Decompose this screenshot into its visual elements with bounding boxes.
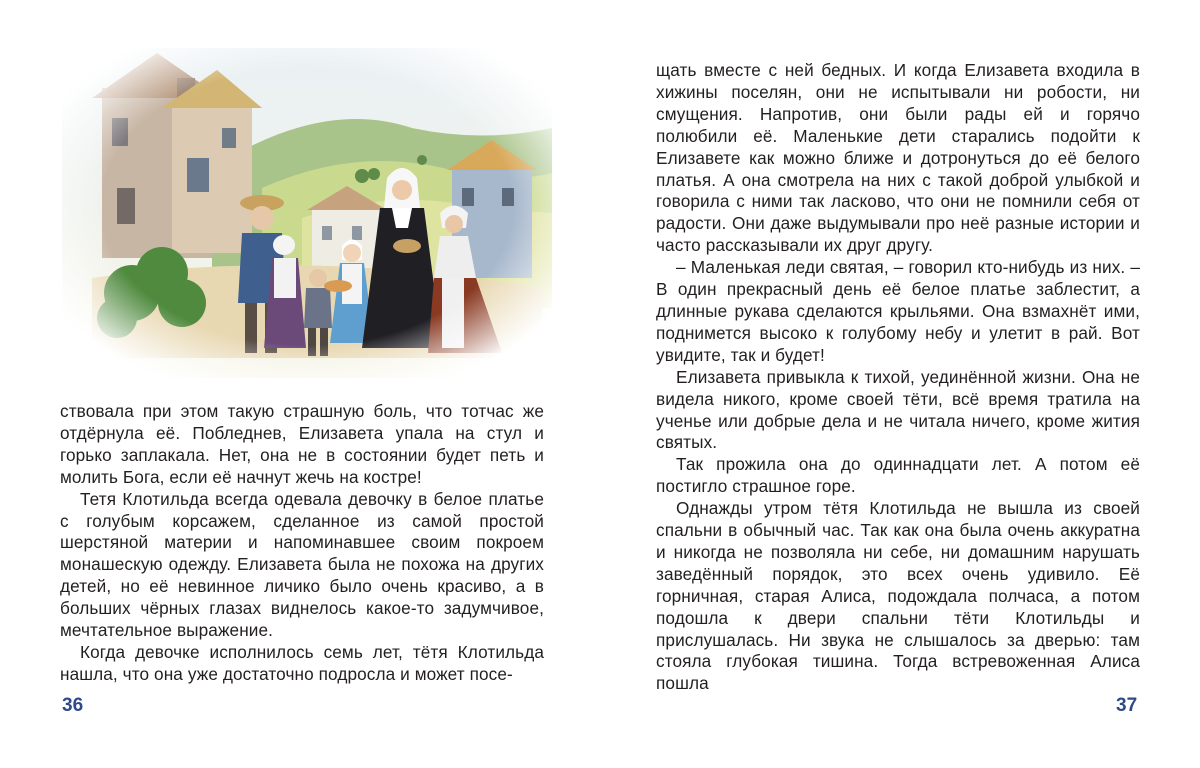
paragraph: ствовала при этом такую страшную боль, что тотчас же отдёрнула её. Побледнев, Елизавета упала на стул и горько заплакала. Нет, она не в состоянии будет петь и молить Бога, если её начнут жечь на костре! [60,401,544,487]
paragraph: Однажды утром тётя Клотильда не вышла из своей спальни в обычный час. Так как она была очень аккуратна и никогда не позволяла ни себе, ни домашним нарушать заведённый порядок, это всех очень удивило. Её горничная, старая Алиса, подождала полчаса, а потом подошла к двери спальни тёти Клотильды и прислушалась. Ни звука не слышалось за дверью: там стояла глубокая тишина. Тогда встревоженная Алиса пошла [656,498,1140,694]
paragraph: Так прожила она до одиннадцати лет. А потом её постигло страшное горе. [656,454,1140,497]
left-page-text [60,401,544,686]
village-illustration [62,48,552,378]
paragraph: Когда девочке исполнилось семь лет, тётя Клотильда нашла, что она уже достаточно подросла и может посе- [60,641,544,684]
paragraph: щать вместе с ней бедных. И когда Елизавета входила в хижины поселян, они не испытывали ни робости, ни смущения. Напротив, они были рады ей и горячо полюбили её. Маленькие дети старались подойти к Елизавете как можно ближе и дотронуться до её белого платья. А она смотрела на них с такой доброй улыбкой и говорила с ними так ласково, что они не помнили себя от радости. Они даже выдумывали про неё разные истории и часто рассказывали их друг другу. [656,60,1140,256]
page-number-left: 36 [62,695,84,716]
page-number-right: 37 [1116,695,1138,716]
paragraph: Тетя Клотильда всегда одевала девочку в белое платье с голубым корсажем, сделанное из самой простой шерстяной материи и напоминавшее своим покроем монашескую одежду. Елизавета была не похожа на других детей, но её невинное личико было очень красиво, а в больших чёрных глазах виднелось какое-то задумчивое, мечтательное выражение. [60,488,544,641]
paragraph: – Маленькая леди святая, – говорил кто-нибудь из них. – В один прекрасный день её белое платье заблестит, а длинные рукава сделаются крыльями. Она взмахнёт ими, поднимется высоко к голубому небу и улетит в рай. Вот увидите, так и будет! [656,257,1140,365]
right-page-text [656,60,1140,695]
paragraph: Елизавета привыкла к тихой, уединённой жизни. Она не видела никого, кроме своей тёти, всё время тратила на ученье или добрые дела и не читала ничего, кроме жития святых. [656,366,1140,453]
right-page [600,0,1200,768]
